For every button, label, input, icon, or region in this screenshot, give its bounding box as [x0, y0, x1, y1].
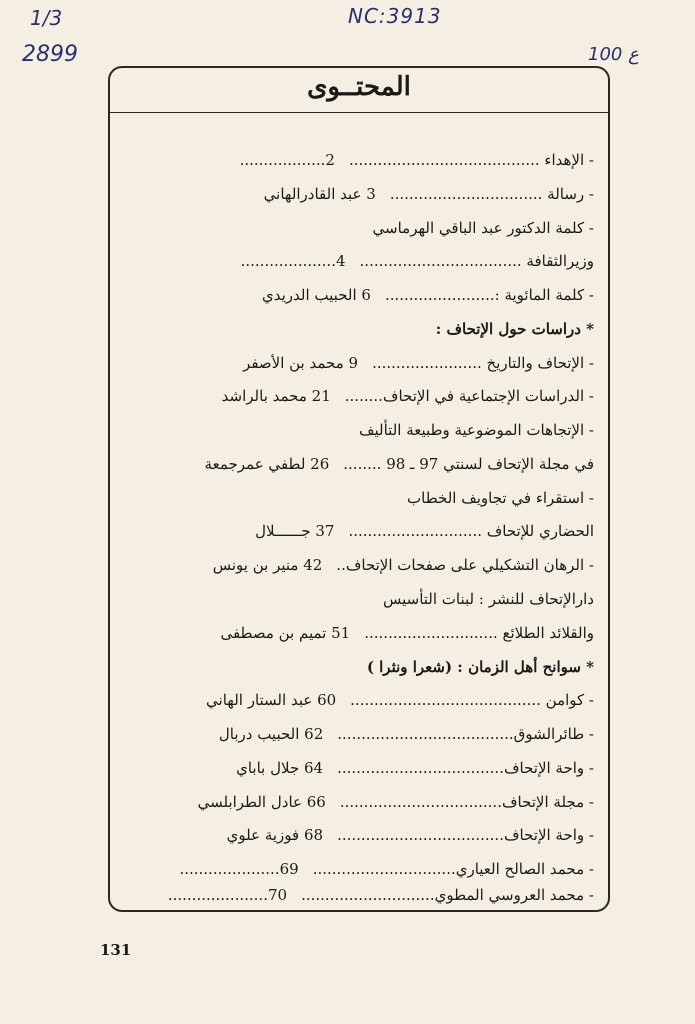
toc-entry-page: 51 تميم بن مصطفى	[220, 624, 351, 642]
toc-row	[118, 145, 594, 175]
toc-entry-page: 64 جلال باباي	[236, 759, 324, 777]
toc-entry-title: - الإتجاهات الموضوعية وطبيعة التأليف	[358, 421, 594, 439]
toc-frame	[108, 66, 610, 912]
toc-row	[118, 550, 594, 580]
toc-entry-page: 60 عبد الستار الهاني	[206, 691, 337, 709]
toc-entry-page: 26 لطفي عمرجمعة	[204, 455, 330, 473]
toc-row	[118, 753, 594, 783]
toc-row	[118, 584, 594, 614]
title-divider	[110, 112, 608, 113]
toc-entry-page: 21 محمد بالراشد	[221, 387, 331, 405]
toc-entry-title: - الرهان التشكيلي على صفحات الإتحاف..	[336, 556, 594, 574]
toc-entry-page: 6 الحبيب الدريدي	[262, 286, 371, 304]
toc-entry-title: - كلمة المائوية :.......................	[384, 286, 594, 304]
annotation-top-center: NC:3913	[348, 4, 442, 28]
toc-entry-page: 66 عادل الطرابلسي	[197, 793, 326, 811]
toc-entry-title: - كوامن ........................................	[350, 691, 594, 709]
section-heading	[118, 652, 594, 682]
toc-row	[118, 179, 594, 209]
section-title: * سوانح أهل الزمان : (شعرا ونثرا )	[366, 658, 594, 676]
annotation-top-left-1: 1/3	[30, 6, 63, 30]
toc-row	[118, 213, 594, 243]
toc-entry-title: - كلمة الدكتور عبد الباقي الهرماسي	[372, 219, 594, 237]
toc-entry-page: 68 فوزية علوي	[226, 826, 324, 844]
toc-row	[118, 483, 594, 513]
toc-entry-title: - استقراء في تجاويف الخطاب	[407, 489, 594, 507]
toc-entry-title: - الإتحاف والتاريخ .......................	[372, 354, 594, 372]
toc-entry-page: 3 عبد القادرالهاني	[263, 185, 376, 203]
toc-row	[118, 719, 594, 749]
toc-entry-page: 62 الحبيب دربال	[218, 725, 324, 743]
toc-entry-title: - رسالة ................................	[389, 185, 594, 203]
toc-entry-page: 4....................	[240, 252, 346, 270]
toc-entry-title: وزيرالثقافة ..................................	[359, 252, 594, 270]
toc-entry-title: - واحة الإتحاف...................................	[337, 826, 594, 844]
toc-entry-page: 37 جــــــلال	[255, 522, 335, 540]
toc-row	[118, 820, 594, 850]
toc-row	[118, 449, 594, 479]
toc-row	[118, 280, 594, 310]
toc-row	[118, 880, 594, 910]
toc-title: المحتــوى	[307, 72, 411, 102]
toc-entry-title: - مجلة الإتحاف..................................	[339, 793, 594, 811]
toc-row	[118, 246, 594, 276]
toc-row	[118, 348, 594, 378]
toc-row	[118, 381, 594, 411]
toc-entry-title: والقلائد الطلائع ............................	[364, 624, 594, 642]
section-heading	[118, 314, 594, 344]
toc-row	[118, 516, 594, 546]
toc-entry-title: - الإهداء ........................................	[348, 151, 594, 169]
toc-entry-title: - واحة الإتحاف...................................	[337, 759, 594, 777]
section-title: * دراسات حول الإتحاف :	[435, 320, 594, 338]
toc-row	[118, 685, 594, 715]
toc-row	[118, 787, 594, 817]
toc-row	[118, 415, 594, 445]
annotation-top-right: 100 ع	[588, 44, 639, 65]
toc-entry-page: 42 منير بن يونس	[212, 556, 323, 574]
toc-entry-page: 70.....................	[167, 886, 288, 904]
annotation-top-left-2: 2899	[22, 42, 78, 67]
page-number: 131	[100, 941, 132, 959]
toc-entry-page: 69.....................	[179, 860, 299, 878]
toc-entry-title: - محمد الصالح العياري..............................	[312, 860, 594, 878]
toc-entry-page: 9 محمد بن الأصفر	[243, 354, 359, 372]
toc-entry-title: في مجلة الإتحاف لسنتي 97 ـ 98 ........	[343, 455, 594, 473]
toc-entry-title: الحضاري للإتحاف ............................	[348, 522, 594, 540]
toc-row	[118, 618, 594, 648]
toc-entry-title: دارالإتحاف للنشر : لبنات التأسيس	[382, 590, 594, 608]
toc-entry-title: - محمد العروسي المطوي............................	[301, 886, 594, 904]
toc-entry-title: - طائرالشوق.....................................	[337, 725, 594, 743]
toc-entry-title: - الدراسات الإجتماعية في الإتحاف........	[344, 387, 594, 405]
toc-entry-page: 2..................	[239, 151, 335, 169]
